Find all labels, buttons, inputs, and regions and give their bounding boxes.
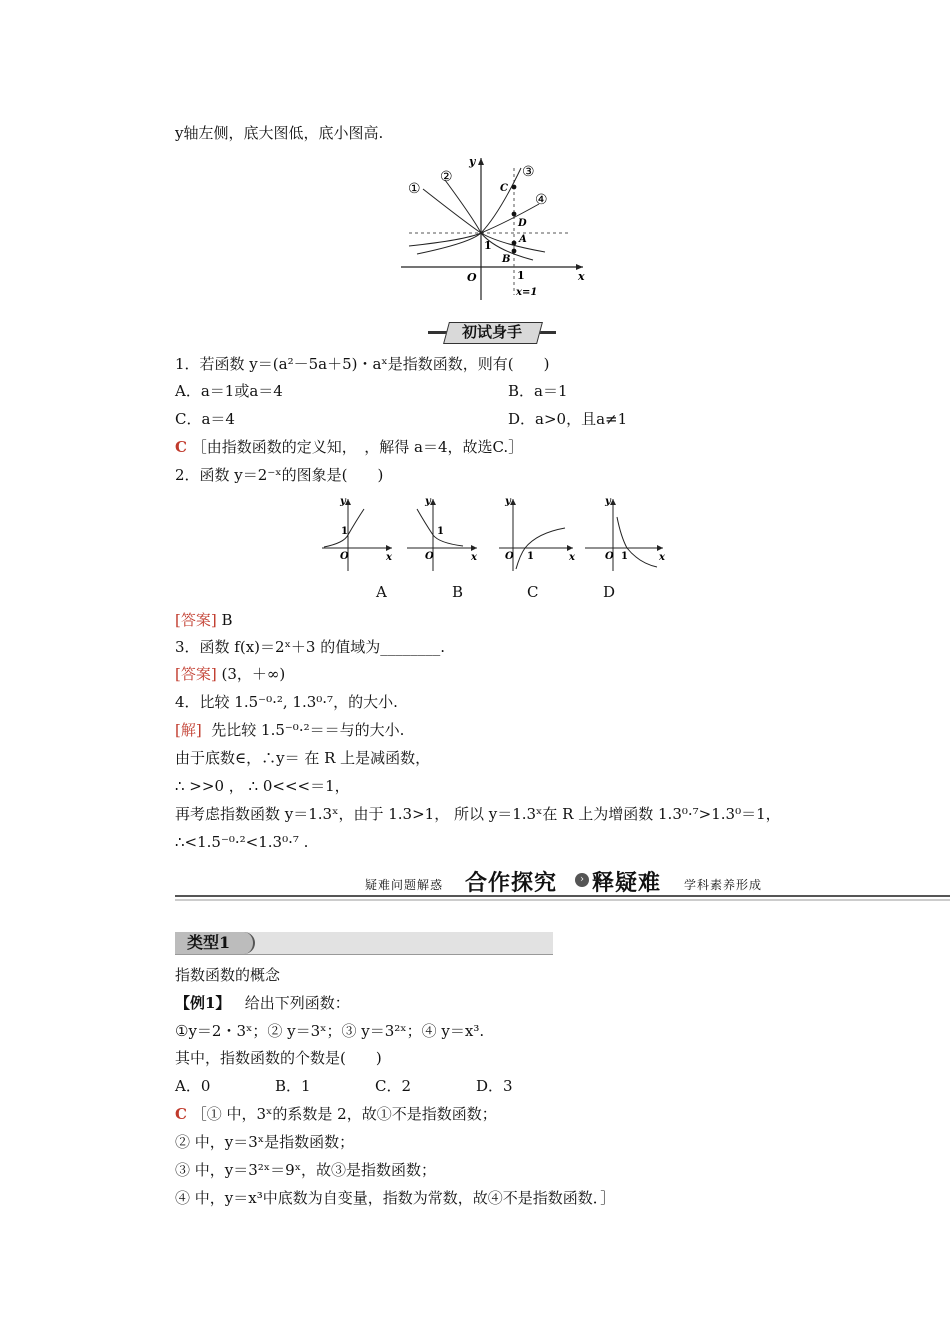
q1-answer	[175, 437, 523, 457]
svg-text:x: x	[471, 552, 477, 563]
q1-answer-letter: C	[175, 438, 187, 456]
q4-solution-line-2: 由于底数∈，∴y＝ 在 R 上是减函数，	[175, 749, 431, 767]
q3-answer	[175, 664, 285, 684]
q1-option-c: C．a＝4	[175, 410, 235, 428]
curve-label-3: ③	[522, 164, 535, 180]
example1-answer-line-3: ③ 中，y＝3²ˣ＝9ˣ，故③是指数函数；	[175, 1161, 437, 1179]
q4-solution-tag: [解]	[175, 721, 202, 739]
svg-text:x: x	[386, 552, 392, 563]
example1-tag: 【例1】	[175, 994, 231, 1012]
x-one-label: 1	[517, 269, 525, 282]
svg-text:y: y	[505, 496, 511, 507]
banner-title-2: 释疑难	[592, 871, 662, 896]
point-label-d: D	[518, 218, 527, 229]
q2-answer	[175, 610, 233, 630]
x-axis-label: x	[578, 270, 585, 283]
origin-label: O	[467, 271, 477, 284]
banner-right-text: 学科素养形成	[684, 878, 763, 892]
q4-solution-line-1: [解] 先比较 1.5⁻⁰·²＝＝与的大小.	[175, 721, 405, 739]
point-label-a: A	[519, 234, 527, 245]
svg-text:1: 1	[527, 551, 534, 562]
example1-functions: ①y＝2・3ˣ；② y＝3ˣ；③ y＝3²ˣ；④ y＝x³.	[175, 1022, 485, 1040]
q3-answer-value: (3，＋∞)	[221, 665, 286, 683]
banner-arrow-icon: ›	[575, 873, 589, 887]
svg-text:O: O	[425, 551, 434, 562]
svg-text:1: 1	[621, 551, 628, 562]
y-one-label: 1	[484, 239, 492, 252]
point-label-c: C	[500, 183, 508, 194]
intro-line: y轴左侧，底大图低，底小图高.	[175, 124, 384, 142]
example1-option-c: C．2	[375, 1077, 412, 1095]
svg-text:x: x	[659, 552, 665, 563]
example1-question: 其中，指数函数的个数是( )	[175, 1049, 382, 1067]
q4-stem: 4．比较 1.5⁻⁰·², 1.3⁰·⁷，的大小.	[175, 693, 398, 711]
q2-answer-tag: [答案]	[175, 611, 217, 629]
curve-label-1: ①	[408, 181, 421, 197]
q1-option-b: B．a＝1	[508, 382, 568, 400]
svg-text:1: 1	[437, 526, 444, 537]
q4-solution-line-3: ∴ >>0 ， ∴ 0<<<＝1，	[175, 777, 350, 795]
svg-text:1: 1	[341, 526, 348, 537]
q1-stem: 1．若函数 y＝(a²－5a＋5)・aˣ是指数函数，则有( )	[175, 355, 550, 373]
q4-solution-line-4: 再考虑指数函数 y＝1.3ˣ，由于 1.3>1， 所以 y＝1.3ˣ在 R 上为增函数 1.3⁰·⁷>1.3⁰＝1，	[175, 805, 781, 823]
type-badge: 类型1	[175, 932, 553, 955]
q1-option-d: D．a>0，且a≠1	[508, 410, 628, 428]
example1-answer-letter: C	[175, 1105, 187, 1123]
q2-stem: 2．函数 y＝2⁻ˣ的图象是( )	[175, 466, 384, 484]
curve-label-2: ②	[440, 169, 453, 185]
svg-text:O: O	[505, 551, 514, 562]
svg-text:y: y	[340, 496, 346, 507]
curve-label-4: ④	[535, 192, 548, 208]
point-label-b: B	[502, 254, 511, 265]
q1-answer-text: ［由指数函数的定义知， ，解得 a＝4，故选C.］	[191, 438, 524, 456]
q2-graph-label-b: B	[452, 583, 464, 601]
q2-graph-label-a: A	[376, 583, 387, 601]
q2-graph-c	[497, 493, 577, 573]
banner-title-1: 合作探究	[465, 871, 558, 896]
vline-label: x=1	[516, 287, 538, 298]
svg-text:y: y	[425, 496, 431, 507]
q2-graph-d	[583, 493, 668, 573]
q3-stem: 3．函数 f(x)＝2ˣ＋3 的值域为________.	[175, 638, 446, 656]
example1-answer-line-2: ② 中，y＝3ˣ是指数函数；	[175, 1133, 355, 1151]
q2-graph-b	[405, 493, 485, 573]
example1-answer-line-1: C ［① 中，3ˣ的系数是 2，故①不是指数函数；	[175, 1105, 497, 1123]
example1-header	[175, 993, 350, 1013]
example1-option-a: A．0	[175, 1077, 211, 1095]
section-badge: 初试身手	[428, 322, 556, 342]
svg-text:O: O	[605, 551, 614, 562]
svg-text:O: O	[340, 551, 349, 562]
q2-graph-label-c: C	[527, 583, 539, 601]
svg-text:x: x	[569, 552, 575, 563]
q2-graph-a	[320, 493, 400, 573]
q2-answer-value: B	[221, 611, 233, 629]
example1-option-d: D．3	[476, 1077, 513, 1095]
y-axis-label: y	[469, 155, 476, 168]
q2-graph-label-d: D	[603, 583, 616, 601]
type-title: 指数函数的概念	[175, 966, 281, 984]
exponential-curves-figure	[395, 150, 595, 310]
q3-answer-tag: [答案]	[175, 665, 217, 683]
example1-answer-line-4: ④ 中，y＝x³中底数为自变量，指数为常数，故④不是指数函数．］	[175, 1189, 616, 1207]
example1-stem: 给出下列函数：	[244, 994, 350, 1012]
example1-option-b: B．1	[275, 1077, 311, 1095]
svg-text:y: y	[605, 496, 611, 507]
q4-solution-line-5: ∴<1.5⁻⁰·²<1.3⁰·⁷ .	[175, 833, 309, 851]
q1-option-a: A．a＝1或a＝4	[175, 382, 283, 400]
banner-left-text: 疑难问题解惑	[365, 878, 444, 892]
